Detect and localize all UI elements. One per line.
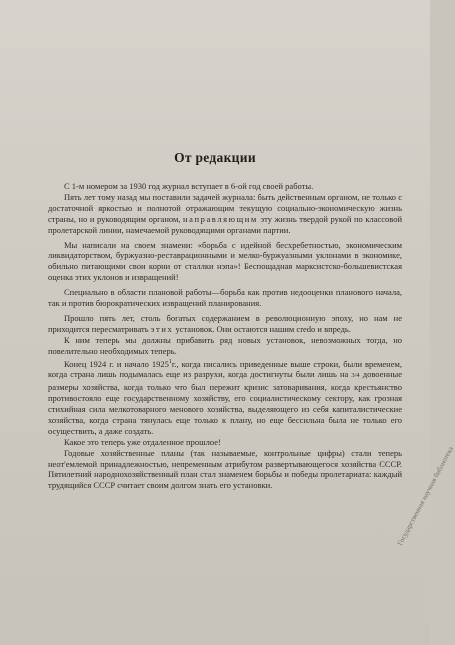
page-title: От редакции [174, 150, 256, 165]
paragraph: Какое это теперь уже отдаленное прошлое! [64, 436, 221, 447]
paragraph: Мы написали на своем знамени: «борьба с идейной бесхребетностью, экономическим ликвидаторством, буржуазно-реставрационными и мелко-буржуазными уклонами в экономике, обильно питающими свои корни от сталлки нэпа»! Беспощадная марксистско-большевистская оценка этих уклонов и извращений! [48, 239, 402, 283]
library-stamp [396, 445, 455, 633]
fraction: 3/4 [351, 372, 360, 380]
paragraph: Пять лет тому назад мы поставили задачей журнала: быть действенным органом, не только с достаточной яркостью и полнотой отражающим текущую социально-экономическую жизнь страны, но и руководящим органом, направляющим эту жизнь твердой рукой по классовой пролетарской линии, намечаемой руководящими органами партии. [48, 191, 403, 235]
editorial-text [48, 181, 402, 491]
paragraph: К ним теперь мы должны прибавить ряд новых установок, невозможных тогда, но повелительно необходимых теперь. [48, 334, 402, 356]
paragraph: Конец 1924 г. и начало 1925$^1$г., когда писались приведенные выше строки, были временем, когда страна лишь подымалась еще из разрухи, когда достигнуты были лишь на 3/4 довоенные размеры хозяйства, когда только что был пережит кризис затоваривания, когда крестьянство противостояло еще государственному хозяйству, его социалистическому сектору, как грозная стихийная сила мелкотоварного менового хозяйства, выделяющего из себя капиталистические хозяйства, когда страна тянулась еще только к плану, но еще бессильна была не только его осуществить, а даже создать. [48, 358, 403, 436]
paragraph: Прошло пять лет, столь богатых содержанием в революционную эпоху, но нам не приходится пересматривать этих установок. Они остаются нашим credo и впредь. [48, 312, 402, 334]
paragraph: Специально в области плановой работы—борьба как против недооценки планового начала, так и против бюрократических извращений планирования. [48, 287, 402, 309]
stamp-text: Государственная научная библиотека [396, 445, 455, 547]
paragraph: Годовые хозяйственные планы (так называемые, контрольные цифры) стали теперь неот'емлемой принадлежностью, непременным атрибутом развертывающегося хозяйства СССР. Пятилетний народнохозяйственный план стал знаменем борьбы и победы пролетариата: каждый трудящийся СССР считает своим долгом знать его установки. [48, 447, 402, 491]
paragraph: С 1-м номером за 1930 год журнал вступает в 6-ой год своей работы. [64, 181, 314, 191]
footnote-mark: 1 [168, 358, 172, 365]
